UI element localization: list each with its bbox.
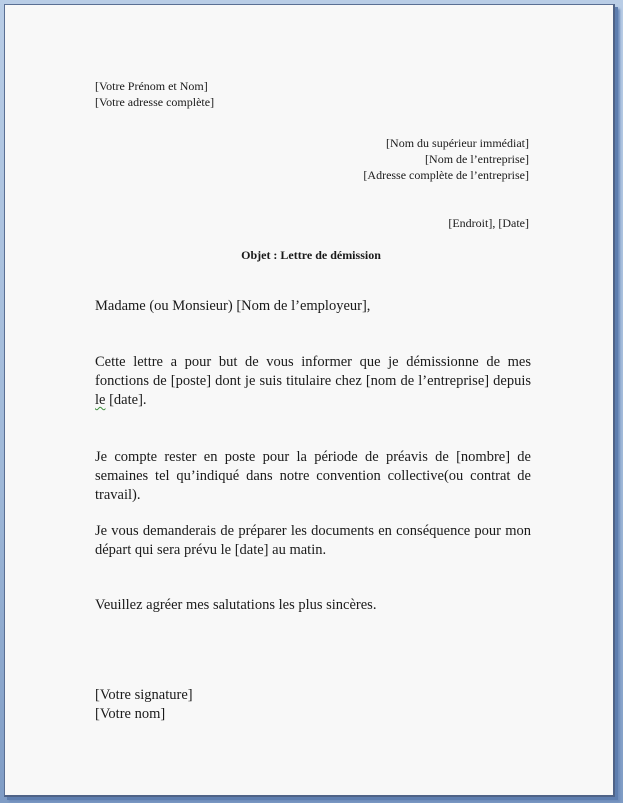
subject-line: Objet : Lettre de démission — [241, 248, 381, 262]
spellcheck-marked-word[interactable]: le — [95, 392, 106, 408]
sender-name: [Votre Prénom et Nom] — [95, 79, 208, 93]
paragraph-1 — [95, 353, 531, 410]
recipient-company-address: [Adresse complète de l’entreprise] — [363, 168, 529, 182]
sender-address: [Votre adresse complète] — [95, 95, 215, 109]
paragraph-3: Je vous demanderais de préparer les documents en conséquence pour mon départ qui sera prévu le [date] au matin. — [95, 523, 531, 558]
recipient-company: [Nom de l’entreprise] — [425, 152, 529, 166]
salutation: Madame (ou Monsieur) [Nom de l’employeur], — [95, 298, 371, 314]
letter-page — [4, 4, 615, 797]
signature-block — [95, 686, 193, 724]
paragraph-1-text-a: Cette lettre a pour but de vous informer que je démissionne de mes fonctions de [poste] dont je suis titulaire chez [nom de l’entreprise] depuis — [95, 354, 531, 389]
paragraph-1-text-b: [date]. — [105, 392, 147, 408]
closing-line: Veuillez agréer mes salutations les plus sincères. — [95, 597, 377, 613]
paragraph-2: Je compte rester en poste pour la période de préavis de [nombre] de semaines tel qu’indiqué dans notre convention collective(ou contrat de travail). — [95, 449, 531, 503]
place-date: [Endroit], [Date] — [448, 216, 529, 230]
recipient-block — [363, 135, 529, 183]
sender-block — [95, 78, 214, 110]
signature-name: [Votre nom] — [95, 706, 166, 722]
recipient-superior: [Nom du supérieur immédiat] — [386, 136, 529, 150]
signature-line: [Votre signature] — [95, 687, 193, 703]
